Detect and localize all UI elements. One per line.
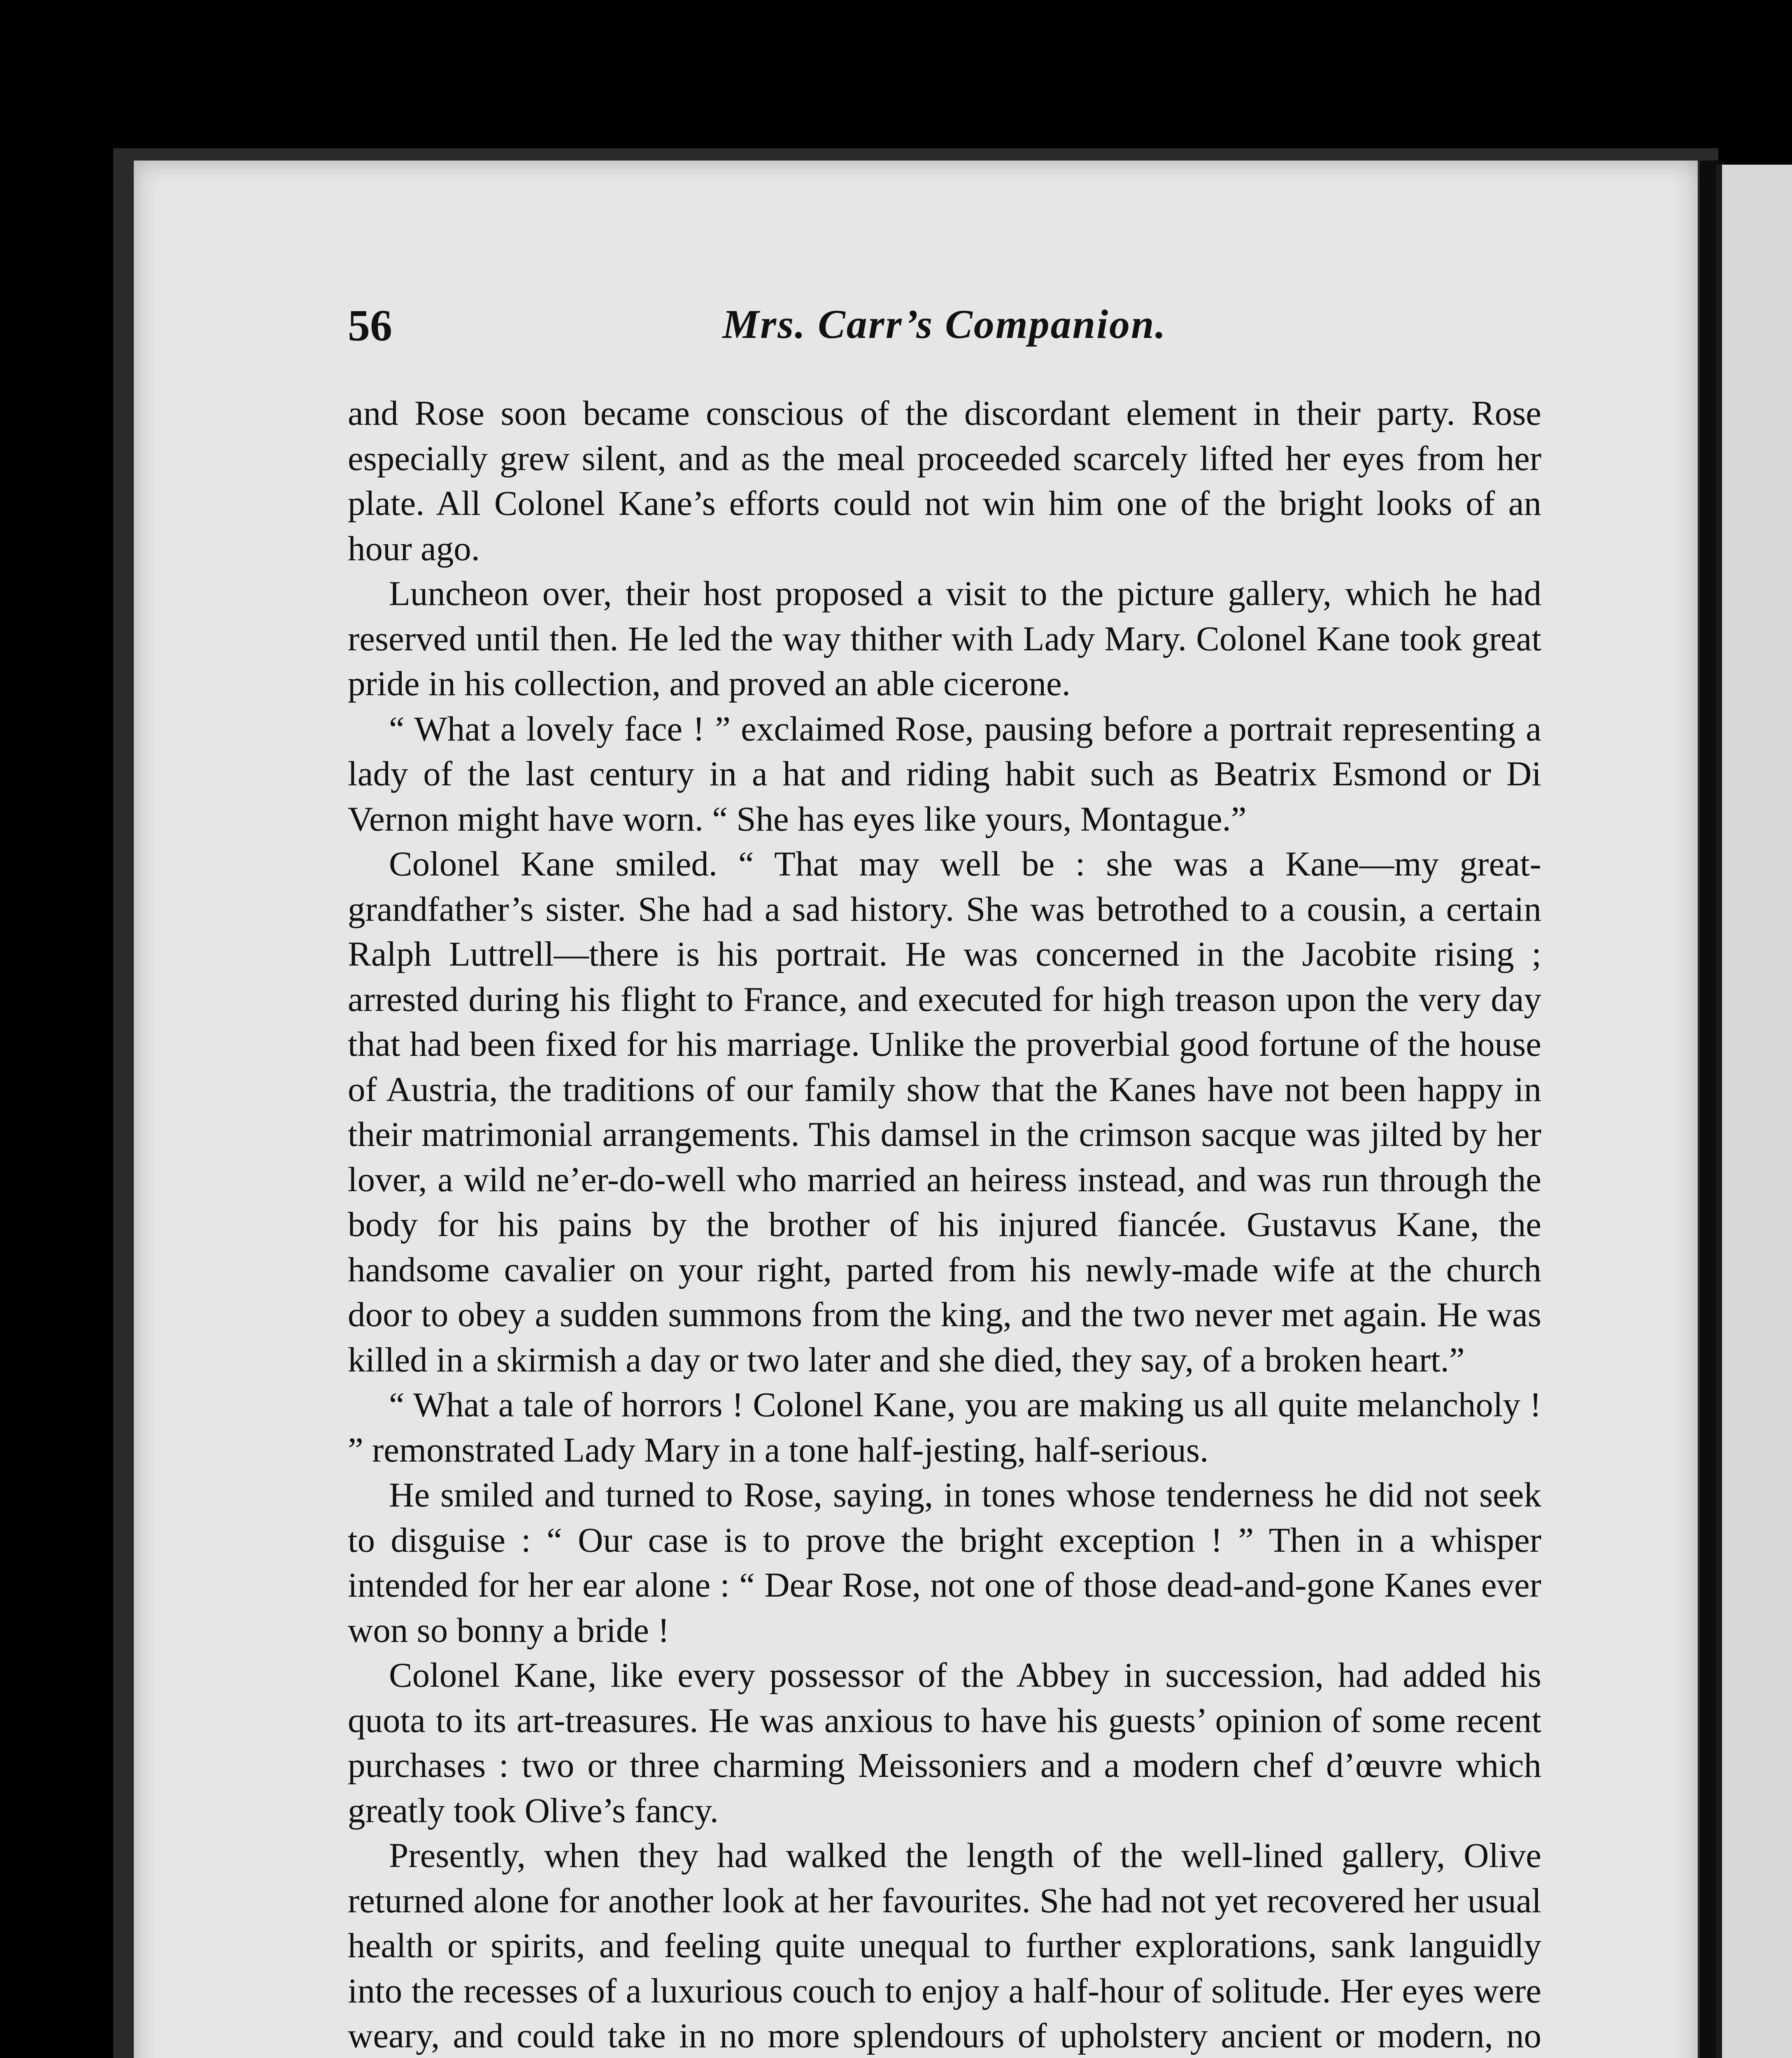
page-header bbox=[348, 300, 1541, 358]
paragraph: “ What a lovely face ! ” exclaimed Rose, pausing before a portrait representing a lady of the last century in a hat and riding habit such as Beatrix Esmond or Di Vernon might have worn. “ She has eyes like yours, Montague.” bbox=[348, 709, 1541, 838]
page-edge-line bbox=[1716, 165, 1722, 2058]
paragraph: “ What a tale of horrors ! Colonel Kane, you are making us all quite melancholy ! ” remonstrated Lady Mary in a tone half-jesting, half-serious. bbox=[348, 1385, 1541, 1469]
body-text bbox=[348, 391, 1541, 2058]
running-title: Mrs. Carr’s Companion. bbox=[722, 301, 1167, 347]
page-number: 56 bbox=[348, 301, 392, 350]
paragraph: Presently, when they had walked the length of the well-lined gallery, Olive returned alone for another look at her favourites. She had not yet recovered her usual health or spirits, and feeling quite unequal to further explorations, sank languidly into the recesses of a luxurious couch to enjoy a half-hour of solitude. Her eyes were weary, and could take in no more splendours of upholstery ancient or modern, no bbox=[348, 1836, 1541, 2055]
paragraph: Colonel Kane smiled. “ That may well be : she was a Kane—my great-grandfather’s sister. She had a sad history. She was betrothed to a cousin, a certain Ralph Luttrell—there is his portrait. He was concerned in the Jacobite rising ; arrested during his flight to France, and executed for high treason upon the very day that had been fixed for his marriage. Unlike the proverbial good fortune of the house of Austria, the traditions of our family show that the Kanes have not been happy in their matrimonial arrangements. This damsel in the crimson sacque was jilted by her lover, a wild ne’er-do-well who married an heiress instead, and was run through the body for his pains by the brother of his injured fiancée. Gustavus Kane, the handsome cavalier on your right, parted from his newly-made wife at the church door to obey a sudden summons from the king, and the two never met again. He was killed in a skirmish a day or two later and she died, they say, of a broken heart.” bbox=[348, 845, 1541, 1379]
paragraph: He smiled and turned to Rose, saying, in tones whose tenderness he did not seek to disguise : “ Our case is to prove the bright exception ! ” Then in a whisper intended for her ear alone : “ Dear Rose, not one of those dead-and-gone Kanes ever won so bonny a bride ! bbox=[348, 1476, 1541, 1650]
paragraph: Colonel Kane, like every possessor of the Abbey in succession, had added his quota to its art-treasures. He was anxious to have his guests’ opinion of some recent purchases : two or three charming Meissoniers and a modern chef d’œuvre which greatly took Olive’s fancy. bbox=[348, 1656, 1541, 1830]
paragraph: Luncheon over, their host proposed a visit to the picture gallery, which he had reserved until then. He led the way thither with Lady Mary. Colonel Kane took great pride in his collection, and proved an able cicerone. bbox=[348, 574, 1541, 703]
paragraph: and Rose soon became conscious of the discordant element in their party. Rose especially grew silent, and as the meal proceeded scarcely lifted her eyes from her plate. All Colonel Kane’s efforts could not win him one of the bright looks of an hour ago. bbox=[348, 394, 1541, 568]
next-page-edge bbox=[1716, 165, 1792, 2058]
